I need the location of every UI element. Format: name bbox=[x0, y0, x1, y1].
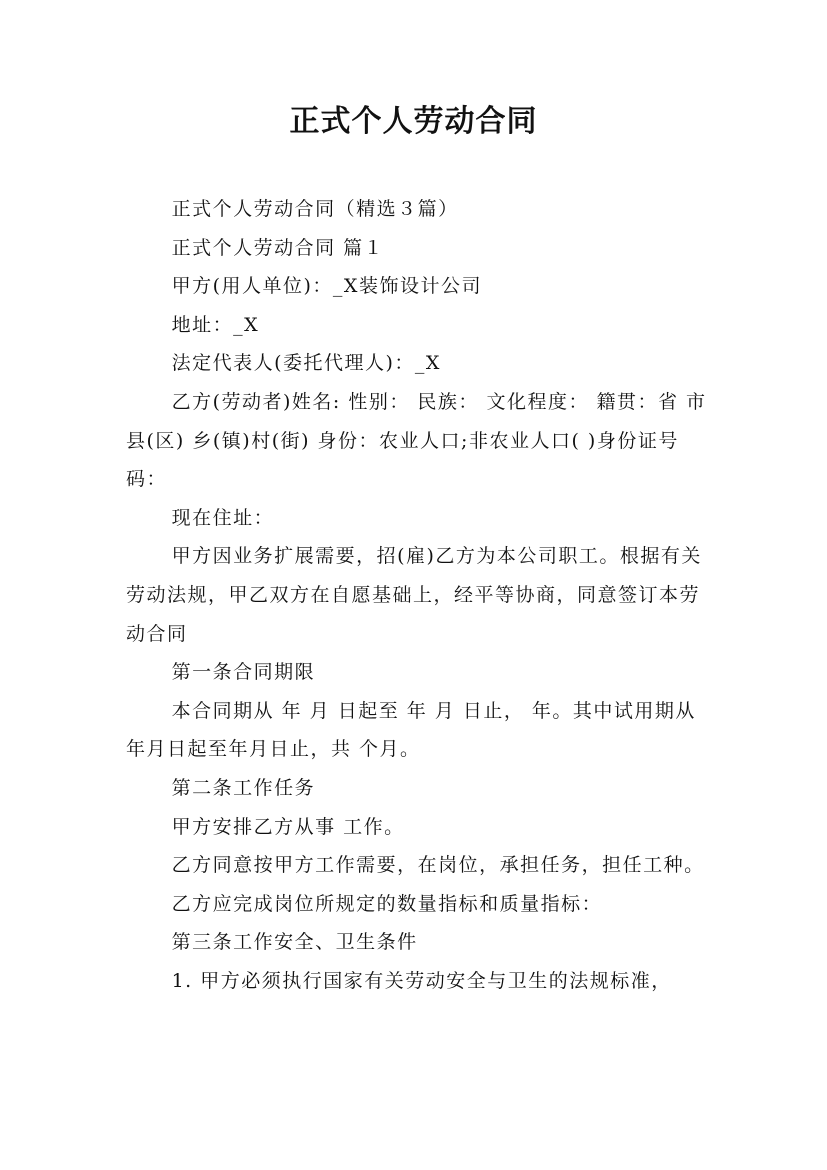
paragraph-article-3-heading: 第三条工作安全、卫生条件 bbox=[171, 931, 418, 954]
paragraph-section-heading: 正式个人劳动合同 篇１ bbox=[171, 236, 385, 259]
paragraph-preamble: 甲方因业务扩展需要，招(雇)乙方为本公司职工。根据有关劳动法规，甲乙双方在自愿基础上，经平等协商，同意签订本劳动合同 bbox=[126, 545, 702, 645]
document-body bbox=[126, 190, 716, 1000]
paragraph-article-3-item-1: 1. 甲方必须执行国家有关劳动安全与卫生的法规标准， bbox=[171, 969, 672, 992]
paragraph-current-address: 现在住址： bbox=[171, 506, 275, 529]
paragraph-article-2-body-2: 乙方同意按甲方工作需要，在岗位，承担任务，担任工种。 bbox=[171, 854, 705, 877]
paragraph-party-a: 甲方(用人单位)：_X装饰设计公司 bbox=[171, 275, 482, 298]
paragraph-address: 地址：_X bbox=[171, 313, 260, 336]
paragraph-subtitle: 正式个人劳动合同（精选３篇） bbox=[171, 198, 459, 220]
paragraph-article-2-body-1: 甲方安排乙方从事 工作。 bbox=[171, 815, 405, 838]
paragraph-article-1-body: 本合同期从 年 月 日起至 年 月 日止， 年。其中试用期从 年月日起至年月日止，共 个月。 bbox=[126, 699, 704, 761]
paragraph-legal-representative: 法定代表人(委托代理人)：_X bbox=[171, 352, 441, 375]
document-title: 正式个人劳动合同 bbox=[289, 104, 538, 139]
paragraph-article-2-heading: 第二条工作任务 bbox=[171, 776, 316, 799]
paragraph-article-2-body-3: 乙方应完成岗位所规定的数量指标和质量指标： bbox=[171, 892, 603, 915]
paragraph-party-b: 乙方(劳动者)姓名: 性别： 民族： 文化程度： 籍贯：省 市 县(区) 乡(镇)村(街) 身份：农业人口;非农业人口( )身份证号码： bbox=[126, 390, 715, 491]
paragraph-article-1-heading: 第一条合同期限 bbox=[171, 661, 316, 684]
